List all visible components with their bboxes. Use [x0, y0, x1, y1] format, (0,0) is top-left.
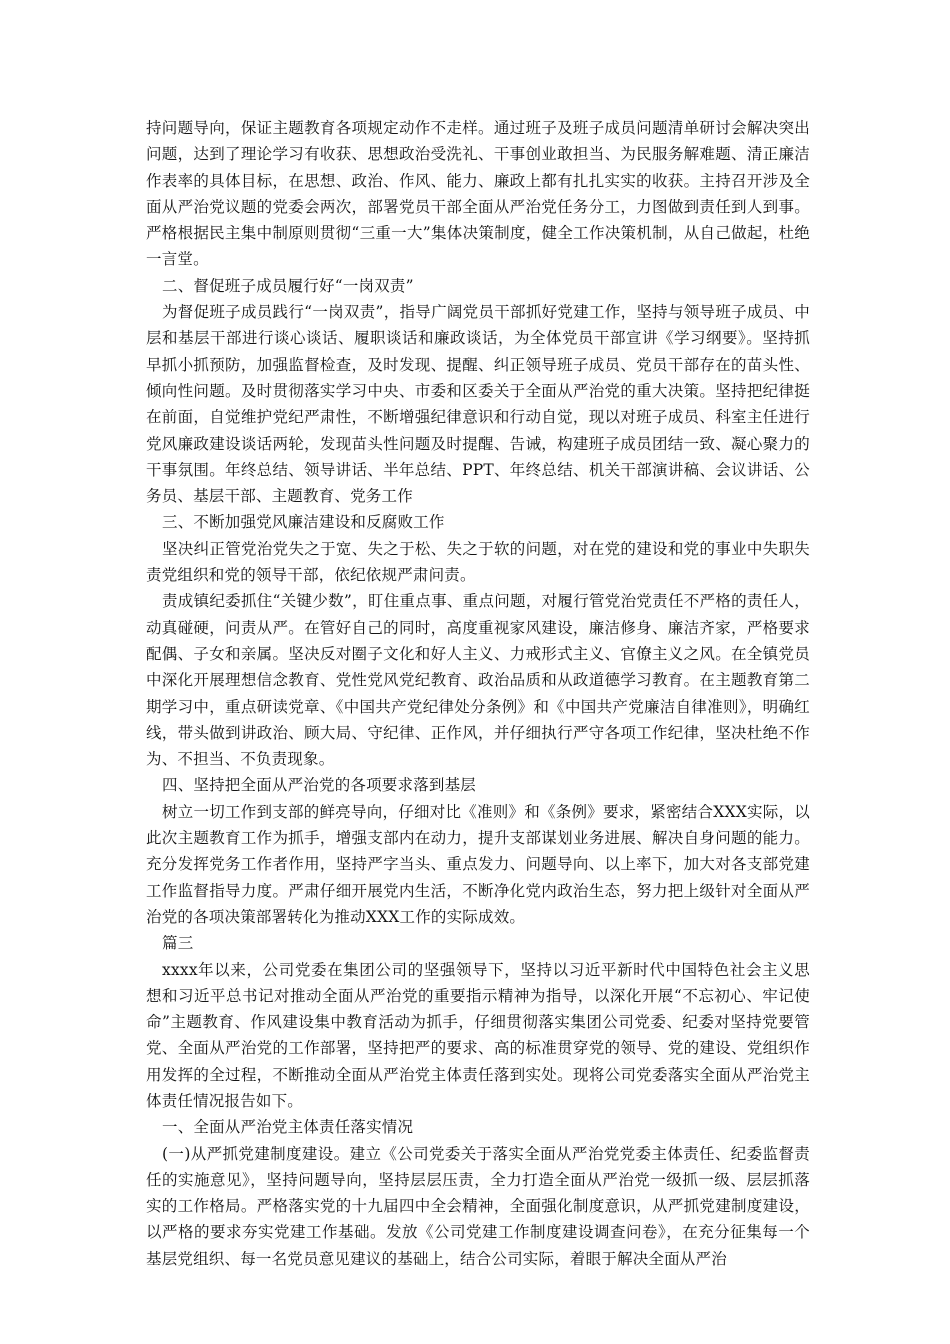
paragraph: 为督促班子成员践行“一岗双责”，指导广阔党员干部抓好党建工作，坚持与领导班子成员、中层和基层干部进行谈心谈话、履职谈话和廉政谈话，为全体党员干部宣讲《学习纲要》。坚持抓早抓小抓预防，加强监督检查，及时发现、提醒、纠正领导班子成员、党员干部存在的苗头性、倾向性问题。及时贯彻落实学习中央、市委和区委关于全面从严治党的重大决策。坚持把纪律挺在前面，自觉维护党纪严肃性，不断增强纪律意识和行动自觉，现以对班子成员、科室主任进行党风廉政建设谈话两轮，发现苗头性问题及时提醒、告诫，构建班子成员团结一致、凝心聚力的干事氛围。年终总结、领导讲话、半年总结、PPT、年终总结、机关干部演讲稿、会议讲话、公务员、基层干部、主题教育、党务工作: [146, 303, 810, 506]
section-heading-4: 四、坚持把全面从严治党的各项要求落到基层: [162, 776, 477, 795]
paragraph: 树立一切工作到支部的鲜亮导向，仔细对比《准则》和《条例》要求，紧密结合XXX实际，以此次主题教育工作为抓手，增强支部内在动力，提升支部谋划业务进展、解决自身问题的能力。充分发挥党务工作者作用，坚持严字当头、重点发力、问题导向、以上率下，加大对各支部党建工作监督指导力度。严肃仔细开展党内生活，不断净化党内政治生态，努力把上级针对全面从严治党的各项决策部署转化为推动XXX工作的实际成效。: [146, 802, 810, 926]
section-heading-3: 三、不断加强党风廉洁建设和反腐败工作: [162, 513, 445, 532]
document-body: [146, 115, 810, 1272]
section-heading-1: 一、全面从严治党主体责任落实情况: [162, 1118, 414, 1137]
paragraph: 责成镇纪委抓住“关键少数”，盯住重点事、重点问题，对履行管党治党责任不严格的责任人，动真碰硬，问责从严。在管好自己的同时，高度重视家风建设，廉洁修身、廉洁齐家，严格要求配偶、子女和亲属。坚决反对圈子文化和好人主义、力戒形式主义、官僚主义之风。在全镇党员中深化开展理想信念教育、党性党风党纪教育、政治品质和从政道德学习教育。在主题教育第二期学习中，重点研读党章、《中国共产党纪律处分条例》和《中国共产党廉洁自律准则》，明确红线，带头做到讲政治、顾大局、守纪律、正作风，并仔细执行严守各项工作纪律，坚决杜绝不作为、不担当、不负责现象。: [146, 592, 810, 769]
section-heading-2: 二、督促班子成员履行好“一岗双责”: [162, 276, 414, 295]
paragraph-continued: 持问题导向，保证主题教育各项规定动作不走样。通过班子及班子成员问题清单研讨会解决突出问题，达到了理论学习有收获、思想政治受洗礼、干事创业敢担当、为民服务解难题、清正廉洁作表率的具体目标，在思想、政治、作风、能力、廉政上都有扎扎实实的收获。主持召开涉及全面从严治党议题的党委会两次，部署党员干部全面从严治党任务分工，力图做到责任到人到事。严格根据民主集中制原则贯彻“三重一大”集体决策制度，健全工作决策机制，从自己做起，杜绝一言堂。: [146, 119, 810, 269]
paragraph: 坚决纠正管党治党失之于宽、失之于松、失之于软的问题，对在党的建设和党的事业中失职失责党组织和党的领导干部，依纪依规严肃问责。: [146, 539, 810, 585]
paragraph: xxxx年以来，公司党委在集团公司的坚强领导下，坚持以习近平新时代中国特色社会主义思想和习近平总书记对推动全面从严治党的重要指示精神为指导，以深化开展“不忘初心、牢记使命”主题教育、作风建设集中教育活动为抓手，仔细贯彻落实集团公司党委、纪委对坚持党要管党、全面从严治党的工作部署，坚持把严的要求、高的标准贯穿党的领导、党的建设、党组织作用发挥的全过程，不断推动全面从严治党主体责任落到实处。现将公司党委落实全面从严治党主体责任情况报告如下。: [146, 960, 810, 1110]
paragraph: (一)从严抓党建制度建设。建立《公司党委关于落实全面从严治党党委主体责任、纪委监督责任的实施意见》，坚持问题导向，坚持层层压责，全力打造全面从严治党一级抓一级、层层抓落实的工作格局。严格落实党的十九届四中全会精神，全面强化制度意识，从严抓党建制度建设，以严格的要求夯实党建工作基础。发放《公司党建工作制度建设调查问卷》，在充分征集每一个基层党组织、每一名党员意见建议的基础上，结合公司实际，着眼于解决全面从严治: [146, 1144, 810, 1268]
part-heading: 篇三: [162, 934, 194, 953]
